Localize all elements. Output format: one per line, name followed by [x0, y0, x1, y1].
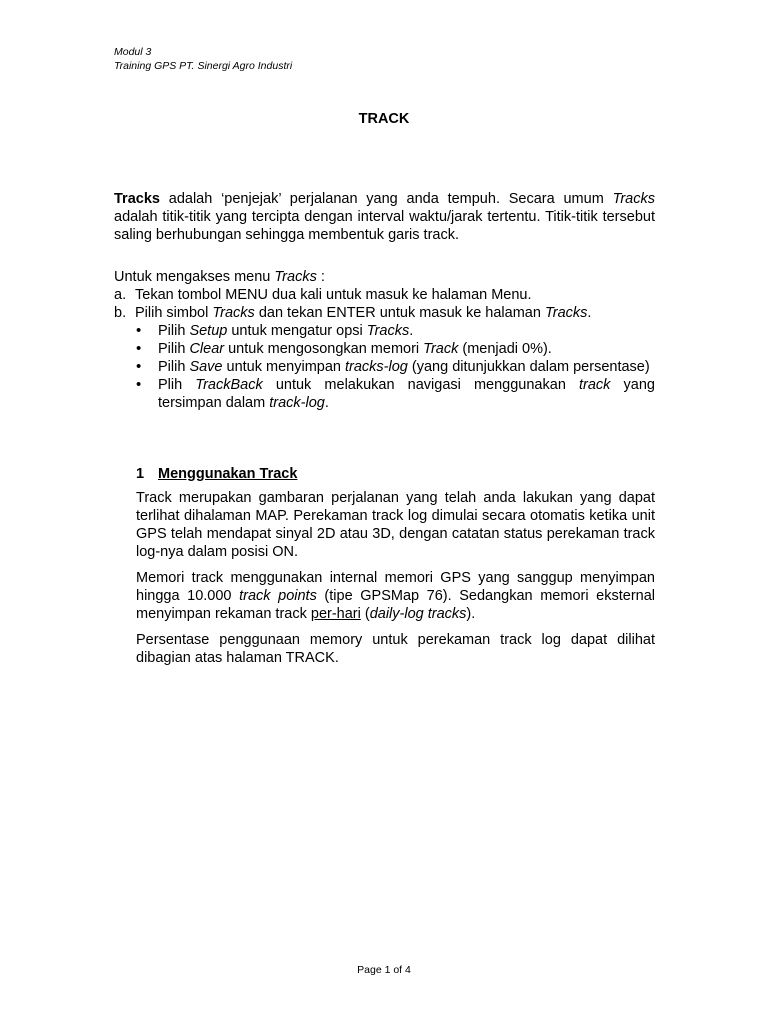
intro-text-2: adalah titik-titik yang tercipta dengan interval waktu/jarak tertentu. Titik-titik tersebut saling berhubungan sehingga membentuk garis track.	[114, 209, 655, 243]
list-item: • Pilih Setup untuk mengatur opsi Tracks.	[136, 322, 414, 339]
access-lead	[114, 268, 655, 286]
page-title: TRACK	[358, 111, 410, 127]
intro-term-2: Tracks	[612, 191, 655, 207]
access-lead-end: :	[316, 269, 325, 285]
step-text: Tekan tombol MENU dua kali untuk masuk ke halaman Menu.	[135, 287, 532, 303]
intro-paragraph	[114, 190, 655, 244]
step-b	[114, 304, 655, 322]
step-text: Pilih simbol Tracks dan tekan ENTER untuk masuk ke halaman Tracks.	[135, 305, 592, 321]
bullet-icon: •	[136, 358, 142, 375]
intro-text-1: adalah ‘penjejak’ perjalanan yang anda tempuh. Secara umum	[159, 191, 613, 207]
section-menggunakan-track	[136, 465, 655, 675]
section-number: 1	[136, 466, 145, 482]
list-item: • Pilih Save untuk menyimpan tracks-log (yang ditunjukkan dalam persentase)	[136, 358, 650, 375]
section-paragraph-1: Track merupakan gambaran perjalanan yang telah anda lakukan yang dapat terlihat dihalaman MAP. Perekaman track log dimulai secara otomatis ketika unit GPS telah mendapat sinyal 2D atau 3D, dengan catatan status perekaman track log-nya dalam posisi ON.	[136, 490, 655, 560]
step-marker: b.	[114, 305, 127, 321]
list-item: • Pilih Clear untuk mengosongkan memori Track (menjadi 0%).	[136, 340, 552, 357]
bullet-icon: •	[136, 340, 142, 357]
access-lead-text: Untuk mengakses menu	[114, 269, 275, 285]
access-lead-term: Tracks	[274, 269, 317, 285]
document-header	[114, 46, 292, 73]
bullet-list	[136, 322, 655, 412]
section-title: Menggunakan Track	[158, 466, 298, 482]
bullet-icon: •	[136, 376, 142, 393]
section-paragraph-2: Memori track menggunakan internal memori GPS yang sanggup menyimpan hingga 10.000 track points (tipe GPSMap 76). Sedangkan memori eksternal menyimpan rekaman track per-hari (daily-log tracks).	[136, 570, 656, 622]
step-marker: a.	[114, 287, 127, 303]
bullet-icon: •	[136, 322, 142, 339]
intro-term: Tracks	[114, 191, 160, 207]
list-item: • Plih TrackBack untuk melakukan navigasi menggunakan track yang tersimpan dalam track-log.	[136, 376, 655, 411]
access-instructions	[114, 268, 655, 412]
header-training: Training GPS PT. Sinergi Agro Industri	[114, 59, 293, 72]
step-a	[114, 286, 655, 304]
section-heading	[136, 465, 655, 483]
page-number: Page 1 of 4	[357, 964, 411, 976]
section-paragraph-3: Persentase penggunaan memory untuk perekaman track log dapat dilihat dibagian atas halaman TRACK.	[136, 632, 655, 666]
header-module: Modul 3	[114, 46, 152, 58]
